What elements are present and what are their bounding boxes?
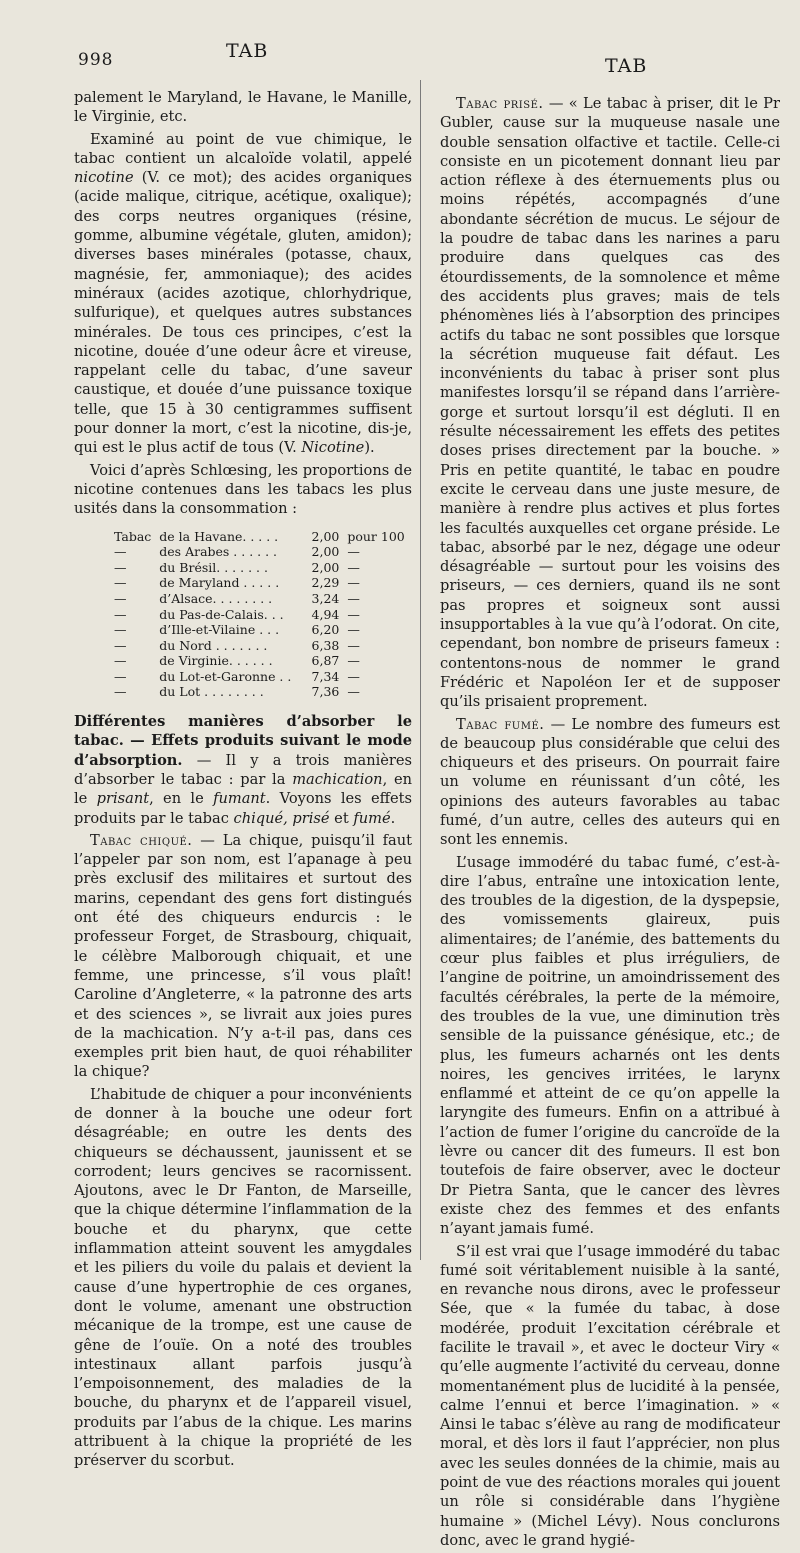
- table-cell-name: d’Alsace. . . . . . . .: [159, 590, 273, 606]
- table-cell-value: 7,36: [311, 684, 340, 700]
- table-cell-unit: —: [347, 575, 360, 591]
- left-column: [74, 88, 412, 1474]
- table-cell-lead: —: [114, 622, 127, 638]
- paragraph: S’il est vrai que l’usage immodéré du tabac fumé soit véritablement nuisible à la santé, en revanche nous dirons, avec le professeur Sée, que « la fumée du tabac, à dose modérée, produit l’excitation cérébrale et facilite le travail », et avec le docteur Viry « qu’elle augmente l’activité du cerveau, donne momentanément plus de lucidité à la pensée, calme l’ennui et berce l’imagination. » « Ainsi le tabac s’élève au rang de modificateur moral, et dès lors il faut l’apprécier, non plus avec les seules données de la chimie, mais au point de vue des réactions morales qui jouent un rôle si considérable dans l’hygiène humaine » (Michel Lévy). Nous conclurons donc, avec le grand hygié-: [440, 1242, 780, 1549]
- table-cell-unit: pour 100: [347, 528, 405, 544]
- table-cell-name: du Nord . . . . . . .: [159, 637, 268, 653]
- table-cell-unit: —: [347, 622, 360, 638]
- table-cell-lead: —: [114, 559, 127, 575]
- nicotine-table-row: [110, 669, 409, 685]
- nicotine-table-row: [110, 560, 409, 576]
- table-cell-value: 6,20: [311, 622, 340, 638]
- nicotine-table-row: [110, 529, 409, 545]
- table-cell-value: 4,94: [311, 606, 340, 622]
- table-cell-unit: —: [347, 668, 360, 684]
- table-cell-value: 2,00: [311, 559, 340, 575]
- table-cell-lead: —: [114, 684, 127, 700]
- section-tabac-chique: Tabac chiqué. — La chique, puisqu’il faut l’appeler par son nom, est l’apanage à peu près exclusif des militaires et surtout des marins, cependant des gens fort distingués ont été des chiqueurs endurcis : le professeur Forget, de Strasbourg, chiquait, le célèbre Malborough chiquait, et une femme, une princesse, s’il vous plaît! Caroline d’Angleterre, « la patronne des arts et des sciences », se livrait aux joies pures de la machication. N’y a-t-il pas, dans ces exemples prit bien haut, de quoi réhabiliter la chique?: [74, 831, 412, 1081]
- nicotine-table-row: [110, 622, 409, 638]
- nicotine-table-row: [110, 575, 409, 591]
- paragraph: L’habitude de chiquer a pour inconvénients de donner à la bouche une odeur fort désagréable; en outre les dents des chiqueurs se déchaussent, jaunissent et se corrodent; leurs gencives se racornissent. Ajoutons, avec le Dr Fanton, de Marseille, que la chique détermine l’inflammation de la bouche et du pharynx, que cette inflammation atteint souvent les amygdales et les piliers du voile du palais et devient la cause d’une hypertrophie de ces organes, dont le volume, amenant une obstruction mécanique de la trompe, est une cause de gêne de l’ouïe. On a noté des troubles intestinaux allant parfois jusqu’à l’empoisonnement, des maladies de la bouche, du pharynx et de l’appareil visuel, produits par l’abus de la chique. Les marins attribuent à la chique la propriété de les préserver du scorbut.: [74, 1085, 412, 1470]
- table-cell-name: des Arabes . . . . . .: [159, 544, 278, 560]
- table-cell-unit: —: [347, 606, 360, 622]
- running-title-right: TAB: [605, 55, 648, 77]
- page-number: 998: [78, 50, 114, 70]
- running-title-left: TAB: [226, 40, 269, 62]
- table-cell-lead: —: [114, 637, 127, 653]
- table-cell-value: 6,38: [311, 637, 340, 653]
- paragraph: Voici d’après Schlœsing, les proportions de nicotine contenues dans les tabacs les plus usités dans la consommation :: [74, 461, 412, 518]
- table-cell-unit: —: [347, 559, 360, 575]
- table-cell-name: du Lot-et-Garonne . .: [159, 668, 292, 684]
- table-cell-unit: —: [347, 637, 360, 653]
- table-cell-name: du Pas-de-Calais. . .: [159, 606, 284, 622]
- table-cell-lead: —: [114, 668, 127, 684]
- table-cell-name: d’Ille-et-Vilaine . . .: [159, 622, 280, 638]
- section-absorption: Différentes manières d’absorber le tabac. — Effets produits suivant le mode d’absorption. — Il y a trois manières d’absorber le tabac : par la machication, en le prisant, en le fumant. Voyons les effets produits par le tabac chiqué, prisé et fumé.: [74, 713, 412, 827]
- table-cell-value: 7,34: [311, 668, 340, 684]
- table-cell-name: de la Havane. . . . .: [159, 528, 279, 544]
- table-cell-name: de Maryland . . . . .: [159, 575, 280, 591]
- paragraph: palement le Maryland, le Havane, le Manille, le Virginie, etc.: [74, 89, 412, 126]
- table-cell-name: du Lot . . . . . . . .: [159, 684, 264, 700]
- table-cell-lead: —: [114, 653, 127, 669]
- table-cell-lead: —: [114, 590, 127, 606]
- nicotine-table-row: [110, 653, 409, 669]
- paragraph-chemistry: Examiné au point de vue chimique, le tabac contient un alcaloïde volatil, appelé nicotine (V. ce mot); des acides organiques (acide malique, citrique, acétique, oxalique); des corps neutres organiques (résine, gomme, albumine végétale, gluten, amidon); diverses bases minérales (potasse, chaux, magnésie, fer, ammoniaque); des acides minéraux (acides azotique, chlorhydrique, sulfurique), et quelques autres substances minérales. De tous ces principes, c’est la nicotine, douée d’une odeur âcre et vireuse, rappelant celle du tabac, d’une saveur caustique, et douée d’une puissance toxique telle, que 15 à 30 centigrammes suffisent pour donner la mort, c’est la nicotine, dis-je, qui est le plus actif de tous (V. Nicotine).: [74, 130, 412, 457]
- table-cell-unit: —: [347, 653, 360, 669]
- table-cell-value: 2,29: [311, 575, 340, 591]
- nicotine-table-row: [110, 591, 409, 607]
- paragraph: L’usage immodéré du tabac fumé, c’est-à-dire l’abus, entraîne une intoxication lente, des troubles de la digestion, de la dyspepsie, des vomissements glaireux, puis alimentaires; de l’anémie, des battements du cœur plus faibles et plus irréguliers, de l’angine de poitrine, un amoindrissement des facultés cérébrales, la perte de la mémoire, des troubles de la vue, une diminution très sensible de la puissance génésique, etc.; de plus, les fumeurs acharnés ont les dents noires, les gencives irritées, le larynx enflammé et atteint de ce qu’on appelle la laryngite des fumeurs. Enfin on a attribué à l’action de fumer l’origine du cancroïde de la lèvre ou cancer dit des fumeurs. Il est bon toutefois de faire observer, avec le docteur Dr Pietra Santa, que le cancer des lèvres existe chez des femmes et des enfants n’ayant jamais fumé.: [440, 853, 780, 1238]
- table-cell-lead: —: [114, 575, 127, 591]
- nicotine-table: [110, 529, 409, 701]
- nicotine-table-row: [110, 607, 409, 623]
- table-cell-unit: —: [347, 544, 360, 560]
- nicotine-table-row: [110, 638, 409, 654]
- table-cell-value: 6,87: [311, 653, 340, 669]
- table-cell-unit: —: [347, 590, 360, 606]
- section-tabac-prise: Tabac prisé. — « Le tabac à priser, dit le Pr Gubler, cause sur la muqueuse nasale une double sensation olfactive et tactile. Celle-ci consiste en un picotement donnant lieu par action réflexe à des éternuements plus ou moins répétés, accompagnés d’une abondante sécrétion de mucus. Le séjour de la poudre de tabac dans les narines a paru produire dans quelques cas des étourdissements, de la somnolence et même des accidents plus graves; mais de tels phénomènes liés à l’absorption des principes actifs du tabac ne sont possibles que lorsque la sécrétion muqueuse fait défaut. Les inconvénients du tabac à priser sont plus manifestes lorsqu’il se répand dans l’arrière-gorge et surtout lorsqu’il est dégluti. Il en résulte nécessairement les effets des petites doses prises directement par la bouche. » Pris en petite quantité, le tabac en poudre excite le cerveau dans une juste mesure, de manière à rendre plus actives et plus fortes les facultés auxquelles cet organe préside. Le tabac, absorbé par le nez, dégage une odeur désagréable — surtout pour les voisins des priseurs, — ces derniers, quand ils ne sont pas propres et soigneux sont aussi insupportables à la vue qu’à l’odorat. On cite, cependant, bon nombre de priseurs fameux : contentons-nous de nommer le grand Frédéric et Napoléon Ier et de supposer qu’ils prisaient proprement.: [440, 95, 780, 711]
- nicotine-table-row: [110, 684, 409, 700]
- table-cell-value: 3,24: [311, 590, 340, 606]
- right-column: [440, 94, 780, 1553]
- nicotine-table-row: [110, 544, 409, 560]
- table-cell-name: de Virginie. . . . . .: [159, 653, 273, 669]
- table-cell-value: 2,00: [311, 544, 340, 560]
- table-cell-name: du Brésil. . . . . . .: [159, 559, 268, 575]
- table-cell-value: 2,00: [311, 528, 340, 544]
- section-tabac-fume: Tabac fumé. — Le nombre des fumeurs est de beaucoup plus considérable que celui des chiqueurs et des priseurs. On pourrait faire un volume en réunissant d’un côté, les opinions des auteurs favorables au tabac fumé, d’un autre, celles des auteurs qui en sont les ennemis.: [440, 715, 780, 849]
- table-cell-lead: Tabac: [114, 528, 152, 544]
- table-cell-lead: —: [114, 544, 127, 560]
- table-cell-lead: —: [114, 606, 127, 622]
- table-cell-unit: —: [347, 684, 360, 700]
- column-divider: [420, 80, 421, 1260]
